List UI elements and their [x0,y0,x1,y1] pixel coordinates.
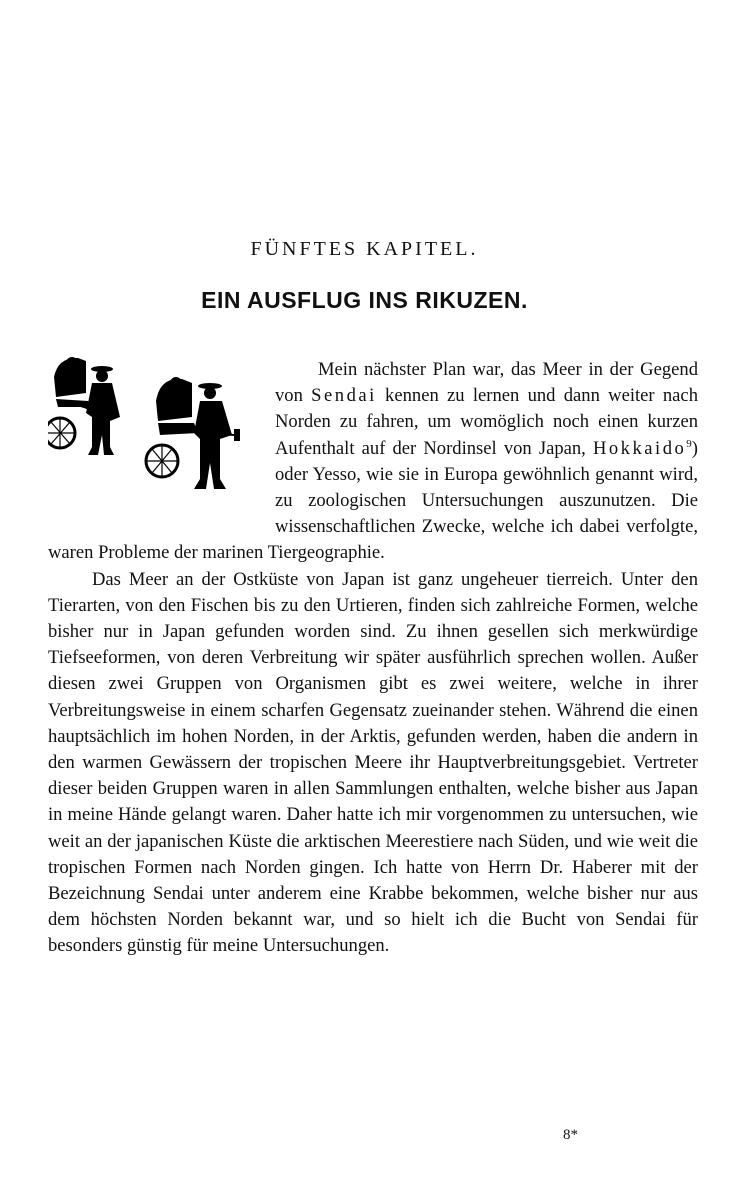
rickshaw-illustration [48,355,273,537]
paragraph-1-text-c: ) oder Yesso, wie sie in Europa gewöhnlich genannt wird, zu zoologischen Untersuchungen auszunutzen. Die wissenschaftlichen Zwecke, welche ich dabei verfolgte, waren Probleme der marinen Tiergeographie. [48,437,698,564]
place-name-hokkaido: Hokkaido [592,437,687,459]
chapter-heading: FÜNFTES KAPITEL. [250,238,479,260]
chapter-title: EIN AUSFLUG INS RIKUZEN. [201,287,528,313]
rickshaw-left [48,357,120,455]
paragraph-1-text-b: kennen zu lernen und dann weiter nach Norden zu fahren, um womöglich noch einen kurzen Aufenthalt auf der Nordinsel von Japan, [275,385,698,459]
body-text [48,357,698,960]
paragraph-1-text-a: Mein nächster Plan war, das Meer in der Gegend von [275,359,698,407]
footnote-marker: 9 [686,437,692,450]
place-name-sendai: Sendai [311,385,377,407]
signature-mark: 8* [563,1127,578,1143]
paragraph-2: Das Meer an der Ostküste von Japan ist ganz ungeheuer tierreich. Unter den Tierarten, von den Fischen bis zu den Urtieren, finden sich zahlreiche Formen, welche bisher nur in Japan gefunden worden sind. Zu ihnen gesellen sich merkwürdige Tiefseeformen, von deren Verbreitung wir später ausführlich sprechen wollen. Außer diesen zwei Gruppen von Organismen gibt es zwei weitere, welche in ihrer Verbreitungsweise in einem scharfen Gegensatz zueinander stehen. Während die einen hauptsächlich im hohen Norden, in der Arktis, gefunden werden, haben die andern in den warmen Gewässern der tropischen Meere ihr Hauptverbreitungsgebiet. Vertreter dieser beiden Gruppen waren in allen Sammlungen enthalten, welche bisher aus Japan in meine Hände gelangt waren. Daher hatte ich mir vorgenommen zu untersuchen, wie weit an der japanischen Küste die arktischen Meerestiere nach Süden, und wie weit die tropischen Formen nach Norden gingen. Ich hatte von Herrn Dr. Haberer mit der Bezeichnung Sendai unter anderem eine Krabbe bekommen, welche bisher nur aus dem höchsten Norden bekannt war, und so hielt ich die Bucht von Sendai für besonders günstig für meine Untersuchungen. [48,568,698,957]
rickshaw-right [146,377,240,489]
